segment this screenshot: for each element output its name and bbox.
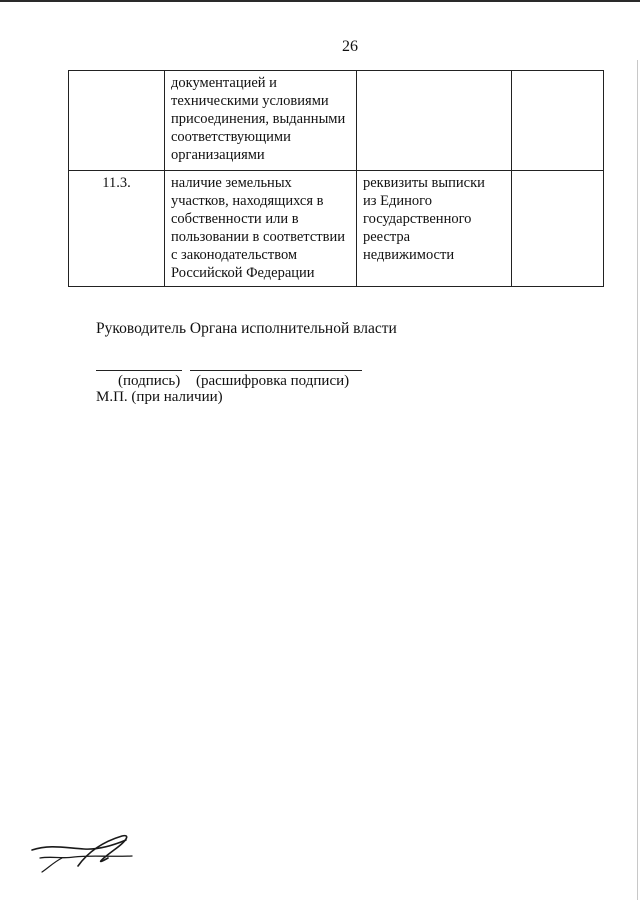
description-line: пользовании в соответствии [171, 229, 345, 245]
description-line: техническими условиями [171, 93, 329, 109]
scan-top-edge [0, 0, 640, 2]
description-line: участков, находящихся в [171, 193, 324, 209]
official-title: Руководитель Органа исполнительной власти [96, 320, 397, 337]
description-line: наличие земельных [171, 175, 292, 191]
description-line: Российской Федерации [171, 265, 315, 281]
document-line: государственного [363, 211, 472, 227]
scan-right-edge [637, 60, 638, 900]
row-extra-cell [512, 71, 604, 171]
description-line: с законодательством [171, 247, 298, 263]
row-number-cell [69, 71, 165, 171]
handwritten-signature [28, 828, 148, 883]
row-extra-cell [512, 171, 604, 287]
signature-blank-line [96, 370, 182, 371]
description-line: документацией и [171, 75, 277, 91]
requirements-table [68, 70, 604, 287]
document-line: недвижимости [363, 247, 455, 263]
document-line: реквизиты выписки [363, 175, 485, 191]
document-line: реестра [363, 229, 411, 245]
row-description-cell [165, 171, 357, 287]
description-line: присоединения, выданными [171, 111, 346, 127]
table-row [69, 71, 604, 171]
description-line: соответствующими [171, 129, 291, 145]
table-row [69, 171, 604, 287]
row-document-cell [357, 171, 512, 287]
page-number: 26 [342, 38, 358, 55]
row-document-cell [357, 71, 512, 171]
row-number-cell: 11.3. [69, 171, 165, 287]
decoding-label: (расшифровка подписи) [196, 373, 350, 389]
document-line: из Единого [363, 193, 432, 209]
decoding-blank-line [190, 370, 362, 371]
description-line: собственности или в [171, 211, 299, 227]
description-line: организациями [171, 147, 265, 163]
stamp-note: М.П. (при наличии) [96, 389, 223, 405]
signature-label: (подпись) [118, 373, 181, 389]
row-description-cell [165, 71, 357, 171]
